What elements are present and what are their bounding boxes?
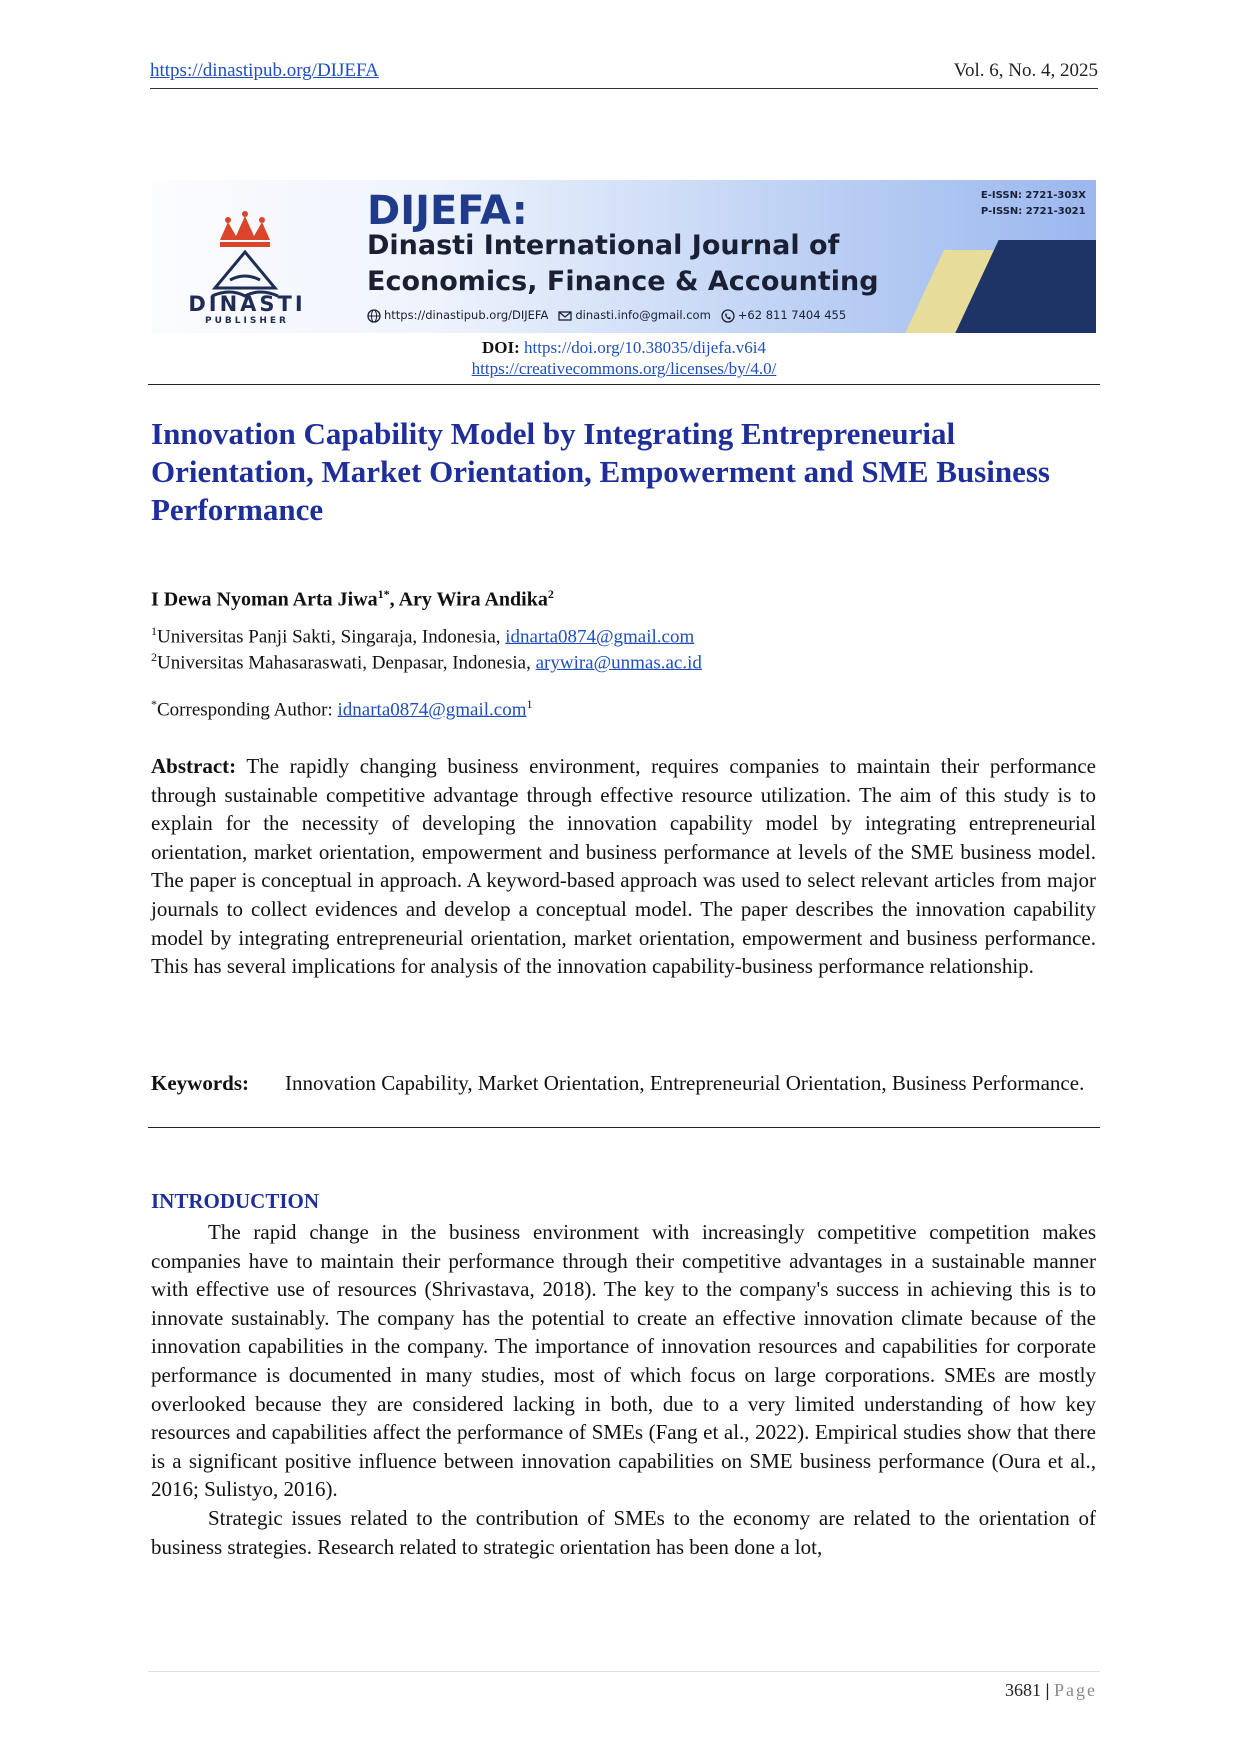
abstract (151, 752, 1096, 981)
author-2-email-link[interactable]: arywira@unmas.ac.id (535, 652, 702, 674)
running-header (150, 60, 1098, 89)
publisher-name: DINASTI (188, 292, 306, 316)
banner-email: dinasti.info@gmail.com (558, 308, 710, 323)
doi-link[interactable]: https://doi.org/10.38035/dijefa.v6i4 (524, 338, 766, 357)
banner-contacts (367, 308, 846, 323)
envelope-icon (558, 309, 572, 323)
journal-banner (152, 180, 1096, 333)
doi-block (150, 337, 1098, 379)
publisher-sub: PUBLISHER (205, 316, 289, 326)
author-list: I Dewa Nyoman Arta Jiwa$^{1*}$, Ary Wira Andika$^2$ (151, 587, 554, 611)
phone-icon (721, 309, 735, 323)
author-2: Ary Wira Andika (398, 588, 548, 611)
paper-title: Innovation Capability Model by Integrating Entrepreneurial Orientation, Market Orientation, Empowerment and SME Business Performance (151, 416, 1050, 527)
author-1-email-link[interactable]: idnarta0874@gmail.com (505, 626, 695, 648)
journal-name-line1: Dinasti International Journal of (367, 230, 840, 261)
paragraph: The rapid change in the business environment with increasingly competitive competition makes companies have to maintain their performance through their competitive advantages in a sustainable manner with effective use of resources (Shrivastava, 2018). The key to the company's success in achieving this is to innovate sustainably. The company has the potential to create an effective innovation climate because of the innovation capabilities in the company. The importance of innovation resources and capabilities for corporate performance is documented in many studies, most of which focus on large corporations. SMEs are mostly overlooked because they are considered lacking in both, due to a very limited understanding of how key resources and capabilities affect the performance of SMEs (Fang et al., 2022). Empirical studies show that there is a significant positive influence between innovation capabilities on SME business performance (Oura et al., 2016; Sulistyo, 2016). (151, 1220, 1096, 1502)
abstract-label: Abstract: (151, 754, 237, 778)
corresponding-email-link[interactable]: idnarta0874@gmail.com (337, 699, 527, 721)
paragraph: Strategic issues related to the contribution of SMEs to the economy are related to the orientation of business strategies. Research related to strategic orientation has been done a lot, (151, 1505, 1096, 1559)
footer-divider (148, 1671, 1100, 1672)
globe-icon (367, 309, 381, 323)
journal-abbreviation: DIJEFA: (367, 188, 528, 234)
banner-website: https://dinastipub.org/DIJEFA (367, 308, 548, 323)
volume-info: Vol. 6, No. 4, 2025 (953, 60, 1098, 81)
banner-phone: +62 811 7404 455 (721, 308, 846, 323)
page-number: 3681 | Page (1005, 1680, 1097, 1700)
journal-name-line2: Economics, Finance & Accounting (367, 266, 879, 297)
e-issn: E-ISSN: 2721-303X (980, 190, 1086, 201)
corresponding-author: *Corresponding Author: idnarta0874@gmail.com$^1$ (151, 697, 533, 721)
keywords-text: Innovation Capability, Market Orientation, Entrepreneurial Orientation, Business Performance. (285, 1071, 1085, 1095)
doi-label: DOI: (482, 338, 520, 357)
affiliation-1: $^1$Universitas Panji Sakti, Singaraja, Indonesia, idnarta0874@gmail.com (151, 624, 695, 648)
divider (148, 1127, 1100, 1128)
abstract-text: The rapidly changing business environment, requires companies to maintain their performance through sustainable competitive advantage through effective resource utilization. The aim of this study is to explain for the necessity of developing the innovation capability model by integrating entrepreneurial orientation, market orientation, empowerment and business performance at levels of the SME business model. The paper is conceptual in approach. A keyword-based approach was used to select relevant articles from major journals to collect evidences and develop a conceptual model. The paper describes the innovation capability model by integrating entrepreneurial orientation, market orientation, empowerment and business performance. This has several implications for analysis of the innovation capability-business performance relationship. (151, 754, 1096, 979)
introduction-body (151, 1218, 1096, 1561)
journal-url-link[interactable]: https://dinastipub.org/DIJEFA (150, 60, 379, 81)
divider (148, 384, 1100, 385)
license-link[interactable]: https://creativecommons.org/licenses/by/4.0/ (471, 359, 777, 378)
section-heading-introduction: INTRODUCTION (151, 1189, 320, 1213)
affiliation-2: $^2$Universitas Mahasaraswati, Denpasar, Indonesia, arywira@unmas.ac.id (151, 650, 702, 674)
p-issn: P-ISSN: 2721-3021 (980, 206, 1086, 217)
keywords-label: Keywords: (151, 1071, 249, 1095)
issn-block (981, 188, 1086, 220)
author-1: I Dewa Nyoman Arta Jiwa (151, 588, 378, 611)
